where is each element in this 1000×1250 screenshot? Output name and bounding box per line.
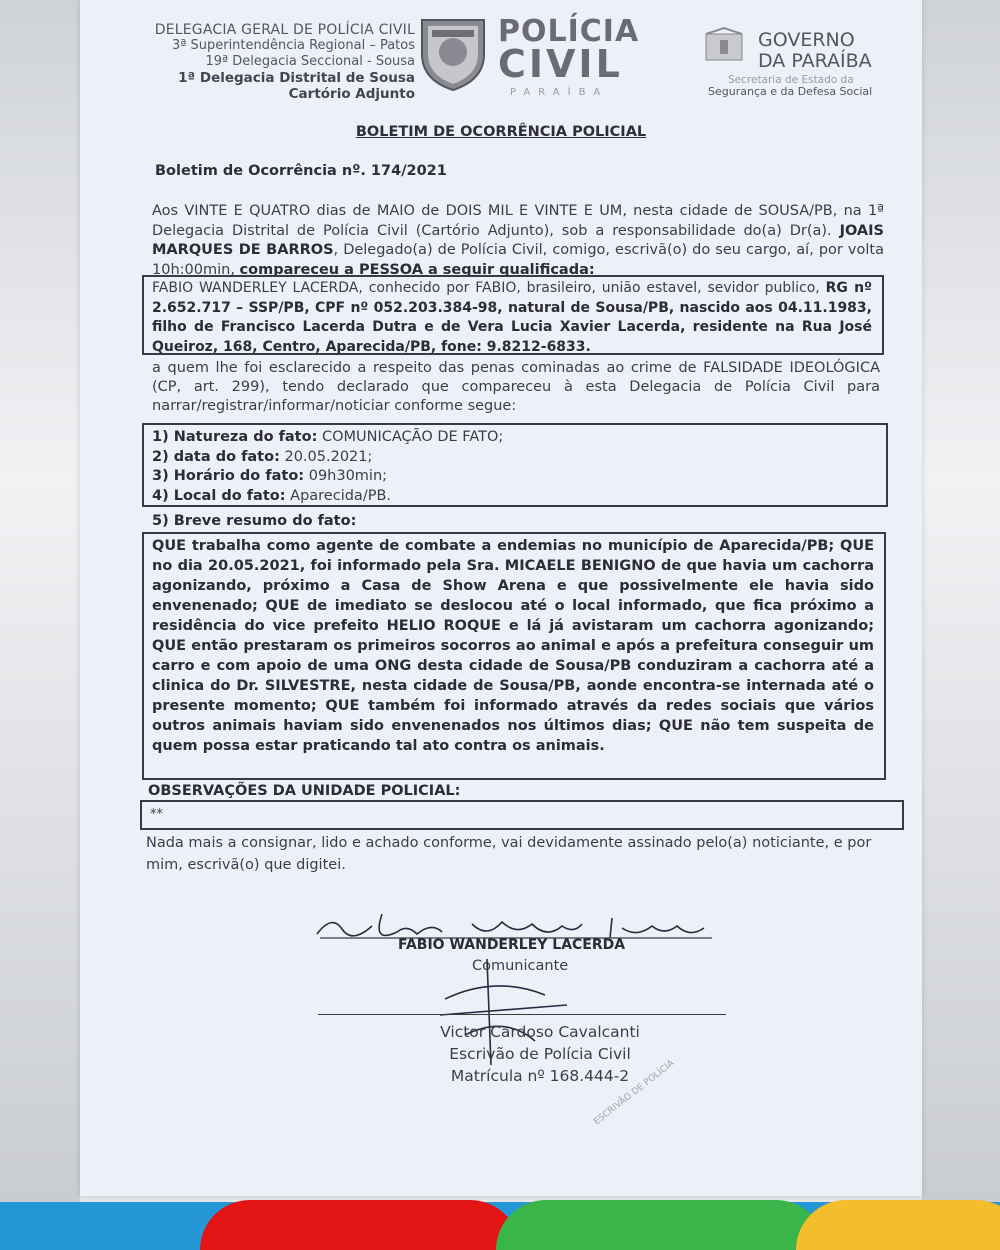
header-line: Cartório Adjunto	[288, 86, 415, 102]
document-number: Boletim de Ocorrência nº. 174/2021	[155, 163, 447, 179]
intro-emphasis: compareceu a PESSOA a seguir qualificada:	[239, 261, 595, 278]
background-left	[0, 0, 80, 1202]
police-badge-icon	[416, 14, 490, 92]
fact-row	[152, 487, 878, 507]
fact-label: 1) Natureza do fato:	[152, 429, 318, 445]
observations-box: **	[140, 800, 904, 830]
person-text: , conhecido por FABIO, brasileiro, união estavel, sevidor publico,	[358, 280, 820, 296]
background-right	[922, 0, 1000, 1202]
header-institution	[110, 22, 415, 102]
fact-label: 4) Local do fato:	[152, 487, 286, 504]
header-line: 19ª Delegacia Seccional - Sousa	[205, 54, 415, 69]
fact-label: 3) Horário do fato:	[152, 468, 305, 484]
header-line: 1ª Delegacia Distrital de Sousa	[178, 70, 415, 86]
signature-line	[318, 1014, 726, 1015]
facts-box	[142, 423, 888, 507]
declaration-paragraph: a quem lhe foi esclarecido a respeito das penas cominadas ao crime de FALSIDADE IDEOLÓGICA (CP, art. 299), tendo declarado que compareceu à esta Delegacia de Polícia Civil para narrar/registrar/informar/noticiar conforme segue:	[152, 360, 880, 414]
intro-text: Aos VINTE E QUATRO dias de MAIO de DOIS MIL E VINTE E UM, nesta cidade de SOUSA/PB, na 1ª Delegacia Distrital de Polícia Civil (Cartório Adjunto), sob a responsabilidade do(a) Dr(a).	[152, 203, 884, 239]
police-brand	[498, 14, 640, 86]
document-title: BOLETIM DE OCORRÊNCIA POLICIAL	[355, 124, 647, 140]
complainant-role: Comunicante	[472, 958, 569, 974]
footer-green-shape	[496, 1200, 826, 1250]
fact-row	[152, 448, 878, 468]
government-title	[758, 30, 872, 72]
document-page	[80, 0, 922, 1196]
fact-label: 2) data do fato:	[152, 448, 280, 465]
government-sub2: Segurança e da Defesa Social	[708, 85, 873, 98]
intro-text: , Delegado(a) de Polícia Civil, comigo, escrivã(o) do seu cargo, aí, por volta 10h:00min,	[152, 242, 884, 278]
header-line: DELEGACIA GERAL DE POLÍCIA CIVIL	[154, 22, 415, 38]
fact-value: COMUNICAÇÃO DE FATO;	[321, 429, 504, 445]
government-line2: DA PARAÍBA	[758, 50, 872, 72]
police-brand-line1: POLÍCIA	[498, 14, 640, 49]
person-box	[142, 275, 884, 355]
person-details: RG nº 2.652.717 – SSP/PB, CPF nº 052.203.384-98, natural de Sousa/PB, nascido aos 04.11.1983, filho de Francisco Lacerda Dutra e de Vera Lucia Xavier Lacerda, residente na Rua José Queiroz, 168, Centro, Aparecida/PB, fone: 9.8212-6833.	[152, 280, 872, 355]
footer-yellow-shape	[796, 1200, 1000, 1250]
closing-paragraph: Nada mais a consignar, lido e achado conforme, vai devidamente assinado pelo(a) noticiante, e por mim, escrivã(o) que digitei.	[146, 835, 872, 873]
header-line: 3ª Superintendência Regional – Patos	[171, 38, 415, 53]
fact-value: 09h30min;	[308, 468, 388, 484]
clerk-name: Victor Cardoso Cavalcanti	[440, 1023, 640, 1041]
police-brand-line2: CIVIL	[498, 42, 623, 86]
delegate-name: JOAIS MARQUES DE BARROS	[152, 222, 884, 258]
fact-row	[152, 467, 878, 487]
clerk-registration: Matrícula nº 168.444-2	[450, 1067, 630, 1085]
official-stamp	[570, 1048, 710, 1143]
stamp-text: ESCRIVÃO DE POLÍCIA	[592, 1058, 677, 1128]
summary-box: QUE trabalha como agente de combate a endemias no município de Aparecida/PB; QUE no dia 20.05.2021, foi informado pela Sra. MICAELE BENIGNO de que havia um cachorra agonizando, próximo a Casa de Show Arena e que possivelmente ele havia sido envenenado; QUE de imediato se deslocou até o local informado, que fica próximo a residência do vice prefeito HELIO ROQUE e lá já avistaram um cachorra agonizando; QUE então prestaram os primeiros socorros ao animal e após a prefeitura conseguir um carro e com apoio de uma ONG desta cidade de Sousa/PB conduziram a cachorra até a clinica do Dr. SILVESTRE, nesta cidade de Sousa/PB, aonde encontra-se internada até o presente momento; QUE também foi informado através da redes sociais que vários outros animais haviam sido envenenados nos últimos dias; QUE não tem suspeita de quem possa estar praticando tal ato contra os animais.	[142, 532, 886, 780]
intro-paragraph	[152, 202, 884, 280]
government-line1: GOVERNO	[758, 29, 855, 51]
fact-value: Aparecida/PB.	[290, 487, 392, 504]
footer-red-shape	[200, 1200, 520, 1250]
summary-title: 5) Breve resumo do fato:	[152, 513, 357, 529]
police-brand-line3: PARAÍBA	[510, 87, 609, 98]
person-name: FABIO WANDERLEY LACERDA	[152, 280, 359, 296]
fact-row	[152, 428, 878, 448]
fact-value: 20.05.2021;	[284, 448, 373, 465]
observations-title: OBSERVAÇÕES DA UNIDADE POLICIAL:	[148, 783, 461, 799]
government-emblem-icon	[700, 26, 748, 66]
clerk-role: Escrivão de Polícia Civil	[449, 1045, 631, 1063]
complainant-name: FABIO WANDERLEY LACERDA	[398, 937, 626, 953]
government-sub1: Secretaria de Estado da	[728, 74, 854, 86]
